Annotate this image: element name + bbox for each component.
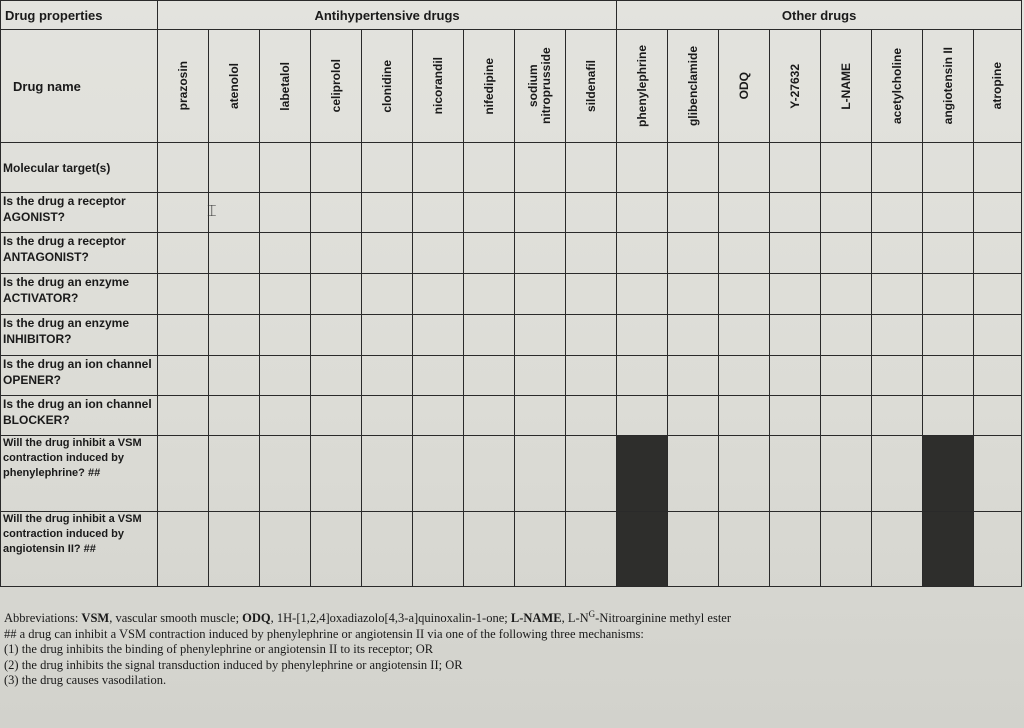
table-row [1, 193, 1022, 233]
answer-cell[interactable] [209, 436, 260, 512]
row-label: Will the drug inhibit a VSM contraction induced by angiotensin II? ## [1, 512, 158, 587]
answer-cell[interactable] [821, 193, 872, 233]
answer-cell[interactable] [974, 193, 1022, 233]
answer-cell[interactable] [719, 396, 770, 436]
answer-cell[interactable] [260, 315, 311, 356]
text-cursor-icon: ⌶ [207, 203, 217, 220]
answer-cell[interactable] [158, 315, 209, 356]
answer-cell[interactable] [566, 436, 617, 512]
drug-column-header [668, 30, 719, 143]
answer-cell[interactable] [668, 436, 719, 512]
answer-cell[interactable] [566, 512, 617, 587]
answer-cell[interactable] [872, 274, 923, 315]
answer-cell[interactable] [617, 143, 668, 193]
answer-cell[interactable] [566, 274, 617, 315]
answer-cell[interactable] [311, 143, 362, 193]
answer-cell[interactable] [260, 436, 311, 512]
table-row [1, 274, 1022, 315]
odq-def: , 1H-[1,2,4]oxadiazolo[4,3-a]quinoxalin-1-one; [270, 611, 511, 626]
lname-def: , L-N [561, 611, 589, 626]
mechanism-3: (3) the drug causes vasodilation. [4, 673, 167, 688]
mechanism-1: (1) the drug inhibits the binding of phenylephrine or angiotensin II to its receptor; OR [4, 642, 434, 657]
answer-cell[interactable] [413, 512, 464, 587]
answer-cell[interactable] [158, 356, 209, 396]
answer-cell[interactable] [668, 356, 719, 396]
answer-cell[interactable] [260, 356, 311, 396]
drug-column-header [974, 30, 1022, 143]
answer-cell[interactable] [515, 315, 566, 356]
drug-name: clonidine [379, 59, 394, 113]
answer-cell[interactable] [668, 396, 719, 436]
drug-name: nifedipine [481, 57, 496, 115]
table-row [1, 512, 1022, 587]
answer-cell[interactable] [362, 193, 413, 233]
answer-cell[interactable] [464, 436, 515, 512]
drug-name: prazosin [175, 61, 190, 111]
row-label: Is the drug a receptor AGONIST? [1, 193, 158, 233]
drug-column-header [515, 30, 566, 143]
lname-term: L-NAME [510, 611, 562, 626]
answer-cell[interactable] [362, 396, 413, 436]
answer-cell[interactable] [362, 512, 413, 587]
answer-cell[interactable] [719, 274, 770, 315]
answer-cell[interactable] [260, 274, 311, 315]
answer-cell[interactable] [464, 356, 515, 396]
drug-column-header [209, 30, 260, 143]
drug-name-label: Drug name [1, 30, 158, 143]
answer-cell[interactable] [158, 396, 209, 436]
answer-cell[interactable] [311, 396, 362, 436]
answer-cell[interactable] [821, 143, 872, 193]
drug-properties-header: Drug properties [1, 1, 158, 30]
answer-cell[interactable] [566, 143, 617, 193]
answer-cell[interactable] [719, 315, 770, 356]
table-row [1, 315, 1022, 356]
answer-cell[interactable] [923, 233, 974, 274]
answer-cell[interactable] [209, 274, 260, 315]
answer-cell[interactable] [362, 233, 413, 274]
answer-cell[interactable] [617, 274, 668, 315]
answer-cell[interactable] [515, 274, 566, 315]
answer-cell[interactable] [515, 193, 566, 233]
drug-name: sodium nitroprusside [526, 47, 553, 125]
answer-cell[interactable] [362, 436, 413, 512]
answer-cell[interactable] [821, 233, 872, 274]
answer-cell[interactable] [872, 193, 923, 233]
answer-cell[interactable] [260, 512, 311, 587]
answer-cell[interactable] [719, 143, 770, 193]
drug-column-header [872, 30, 923, 143]
answer-cell[interactable] [923, 396, 974, 436]
answer-cell[interactable] [821, 436, 872, 512]
answer-cell[interactable] [617, 396, 668, 436]
answer-cell[interactable] [464, 143, 515, 193]
row-label: Is the drug an ion channel BLOCKER? [1, 396, 158, 436]
table-row [1, 396, 1022, 436]
answer-cell[interactable] [311, 436, 362, 512]
answer-cell[interactable] [464, 274, 515, 315]
answer-cell[interactable] [821, 315, 872, 356]
answer-cell[interactable] [770, 356, 821, 396]
answer-cell[interactable] [668, 233, 719, 274]
answer-cell[interactable] [566, 193, 617, 233]
row-label: Is the drug an enzyme ACTIVATOR? [1, 274, 158, 315]
answer-cell[interactable] [872, 396, 923, 436]
answer-cell[interactable] [158, 143, 209, 193]
answer-cell[interactable] [464, 315, 515, 356]
drug-column-header [923, 30, 974, 143]
drug-name: acetylcholine [889, 47, 904, 125]
drug-name: atropine [990, 62, 1005, 110]
drug-column-header [617, 30, 668, 143]
answer-cell[interactable] [668, 315, 719, 356]
answer-cell[interactable] [821, 274, 872, 315]
answer-cell[interactable] [617, 315, 668, 356]
answer-cell[interactable] [515, 396, 566, 436]
answer-cell[interactable] [362, 143, 413, 193]
answer-cell[interactable] [923, 315, 974, 356]
answer-cell[interactable] [260, 193, 311, 233]
answer-cell[interactable] [872, 356, 923, 396]
answer-cell[interactable] [974, 143, 1022, 193]
answer-cell[interactable] [668, 143, 719, 193]
drug-column-header [260, 30, 311, 143]
table-row [1, 143, 1022, 193]
drug-name: L-NAME [838, 62, 853, 110]
answer-cell[interactable] [974, 356, 1022, 396]
vsm-term: VSM [81, 611, 110, 626]
answer-cell[interactable] [770, 396, 821, 436]
answer-cell[interactable] [311, 193, 362, 233]
answer-cell[interactable] [209, 512, 260, 587]
answer-cell[interactable] [770, 233, 821, 274]
drug-column-header [311, 30, 362, 143]
answer-cell[interactable] [362, 356, 413, 396]
answer-cell[interactable] [464, 233, 515, 274]
answer-cell[interactable] [260, 143, 311, 193]
lname-sup: G [588, 609, 596, 619]
answer-cell[interactable] [923, 193, 974, 233]
answer-cell[interactable] [770, 512, 821, 587]
answer-cell[interactable] [770, 436, 821, 512]
answer-cell[interactable] [209, 233, 260, 274]
answer-cell[interactable] [668, 512, 719, 587]
answer-cell[interactable] [515, 233, 566, 274]
drug-name: angiotensin II [940, 47, 955, 125]
shaded-cell [923, 512, 974, 587]
answer-cell[interactable] [515, 512, 566, 587]
answer-cell[interactable] [668, 274, 719, 315]
answer-cell[interactable] [872, 233, 923, 274]
answer-cell[interactable] [464, 396, 515, 436]
answer-cell[interactable] [515, 356, 566, 396]
table-row [1, 436, 1022, 512]
answer-cell[interactable] [311, 512, 362, 587]
answer-cell[interactable] [413, 436, 464, 512]
shaded-cell [617, 512, 668, 587]
answer-cell[interactable] [515, 143, 566, 193]
drug-name: sildenafil [583, 59, 598, 112]
answer-cell[interactable] [872, 512, 923, 587]
row-label: Molecular target(s) [1, 143, 158, 193]
answer-cell[interactable] [974, 396, 1022, 436]
answer-cell[interactable] [719, 233, 770, 274]
row-label: Will the drug inhibit a VSM contraction induced by phenylephrine? ## [1, 436, 158, 512]
drug-column-header [158, 30, 209, 143]
answer-cell[interactable] [617, 356, 668, 396]
answer-cell[interactable] [770, 274, 821, 315]
antihypertensive-header: Antihypertensive drugs [158, 1, 617, 30]
answer-cell[interactable] [311, 233, 362, 274]
answer-cell[interactable] [719, 356, 770, 396]
answer-cell[interactable] [719, 436, 770, 512]
drug-name: Y-27632 [787, 63, 802, 109]
mechanism-2: (2) the drug inhibits the signal transduction induced by phenylephrine or angiotensin II; OR [4, 657, 463, 672]
table-row [1, 233, 1022, 274]
answer-cell[interactable] [770, 193, 821, 233]
answer-cell[interactable] [362, 315, 413, 356]
table-row [1, 356, 1022, 396]
answer-cell[interactable] [413, 274, 464, 315]
row-label: Is the drug a receptor ANTAGONIST? [1, 233, 158, 274]
drug-column-header [362, 30, 413, 143]
answer-cell[interactable] [974, 274, 1022, 315]
mechanism-intro: ## a drug can inhibit a VSM contraction induced by phenylephrine or angiotensin II via one of the following three mechanisms: [4, 626, 644, 641]
drug-name: glibenclamide [685, 45, 700, 127]
answer-cell[interactable] [413, 315, 464, 356]
answer-cell[interactable] [209, 315, 260, 356]
answer-cell[interactable] [974, 436, 1022, 512]
answer-cell[interactable] [413, 143, 464, 193]
drug-column-header [413, 30, 464, 143]
answer-cell[interactable] [515, 436, 566, 512]
answer-cell[interactable] [413, 396, 464, 436]
answer-cell[interactable] [413, 233, 464, 274]
answer-cell[interactable] [158, 233, 209, 274]
row-label: Is the drug an enzyme INHIBITOR? [1, 315, 158, 356]
answer-cell[interactable] [260, 396, 311, 436]
answer-cell[interactable] [311, 315, 362, 356]
shaded-cell [923, 436, 974, 512]
answer-cell[interactable] [209, 143, 260, 193]
drug-column-header [770, 30, 821, 143]
drug-name: nicorandil [430, 57, 445, 115]
answer-cell[interactable] [719, 193, 770, 233]
drug-column-header [719, 30, 770, 143]
lname-rest: -Nitroarginine methyl ester [595, 611, 731, 626]
abbreviations-line [4, 607, 1004, 627]
answer-cell[interactable] [413, 193, 464, 233]
footnotes [4, 607, 1004, 689]
drug-column-header [464, 30, 515, 143]
answer-cell[interactable] [566, 396, 617, 436]
answer-cell[interactable] [158, 436, 209, 512]
answer-cell[interactable] [974, 512, 1022, 587]
vsm-def: , vascular smooth muscle; [109, 611, 243, 626]
answer-cell[interactable] [821, 356, 872, 396]
answer-cell[interactable] [923, 274, 974, 315]
answer-cell[interactable] [209, 396, 260, 436]
answer-cell[interactable] [413, 356, 464, 396]
answer-cell[interactable] [464, 193, 515, 233]
answer-cell[interactable] [974, 233, 1022, 274]
drug-name: celiprolol [328, 59, 343, 113]
answer-cell[interactable] [566, 315, 617, 356]
answer-cell[interactable] [821, 396, 872, 436]
row-label: Is the drug an ion channel OPENER? [1, 356, 158, 396]
answer-cell[interactable] [566, 356, 617, 396]
answer-cell[interactable] [770, 143, 821, 193]
drug-column-header [566, 30, 617, 143]
drug-name: atenolol [226, 62, 241, 109]
drug-name: phenylephrine [634, 44, 649, 127]
other-drugs-header: Other drugs [617, 1, 1022, 30]
answer-cell[interactable] [974, 315, 1022, 356]
odq-term: ODQ [242, 611, 271, 626]
answer-cell[interactable] [209, 356, 260, 396]
answer-cell[interactable] [311, 274, 362, 315]
answer-cell[interactable] [872, 143, 923, 193]
answer-cell[interactable] [872, 315, 923, 356]
answer-cell[interactable] [158, 274, 209, 315]
answer-cell[interactable] [617, 193, 668, 233]
answer-cell[interactable] [158, 193, 209, 233]
answer-cell[interactable] [311, 356, 362, 396]
answer-cell[interactable] [770, 315, 821, 356]
answer-cell[interactable] [923, 356, 974, 396]
answer-cell[interactable] [464, 512, 515, 587]
answer-cell[interactable] [668, 193, 719, 233]
answer-cell[interactable] [260, 233, 311, 274]
drug-name: labetalol [277, 61, 292, 111]
answer-cell[interactable] [158, 512, 209, 587]
answer-cell[interactable] [719, 512, 770, 587]
drug-name: ODQ [736, 72, 751, 100]
answer-cell[interactable] [566, 233, 617, 274]
answer-cell[interactable] [821, 512, 872, 587]
answer-cell[interactable] [362, 274, 413, 315]
drug-column-header [821, 30, 872, 143]
answer-cell[interactable] [923, 143, 974, 193]
abbrev-prefix: Abbreviations: [4, 611, 82, 626]
shaded-cell [617, 436, 668, 512]
answer-cell[interactable] [617, 233, 668, 274]
answer-cell[interactable] [872, 436, 923, 512]
